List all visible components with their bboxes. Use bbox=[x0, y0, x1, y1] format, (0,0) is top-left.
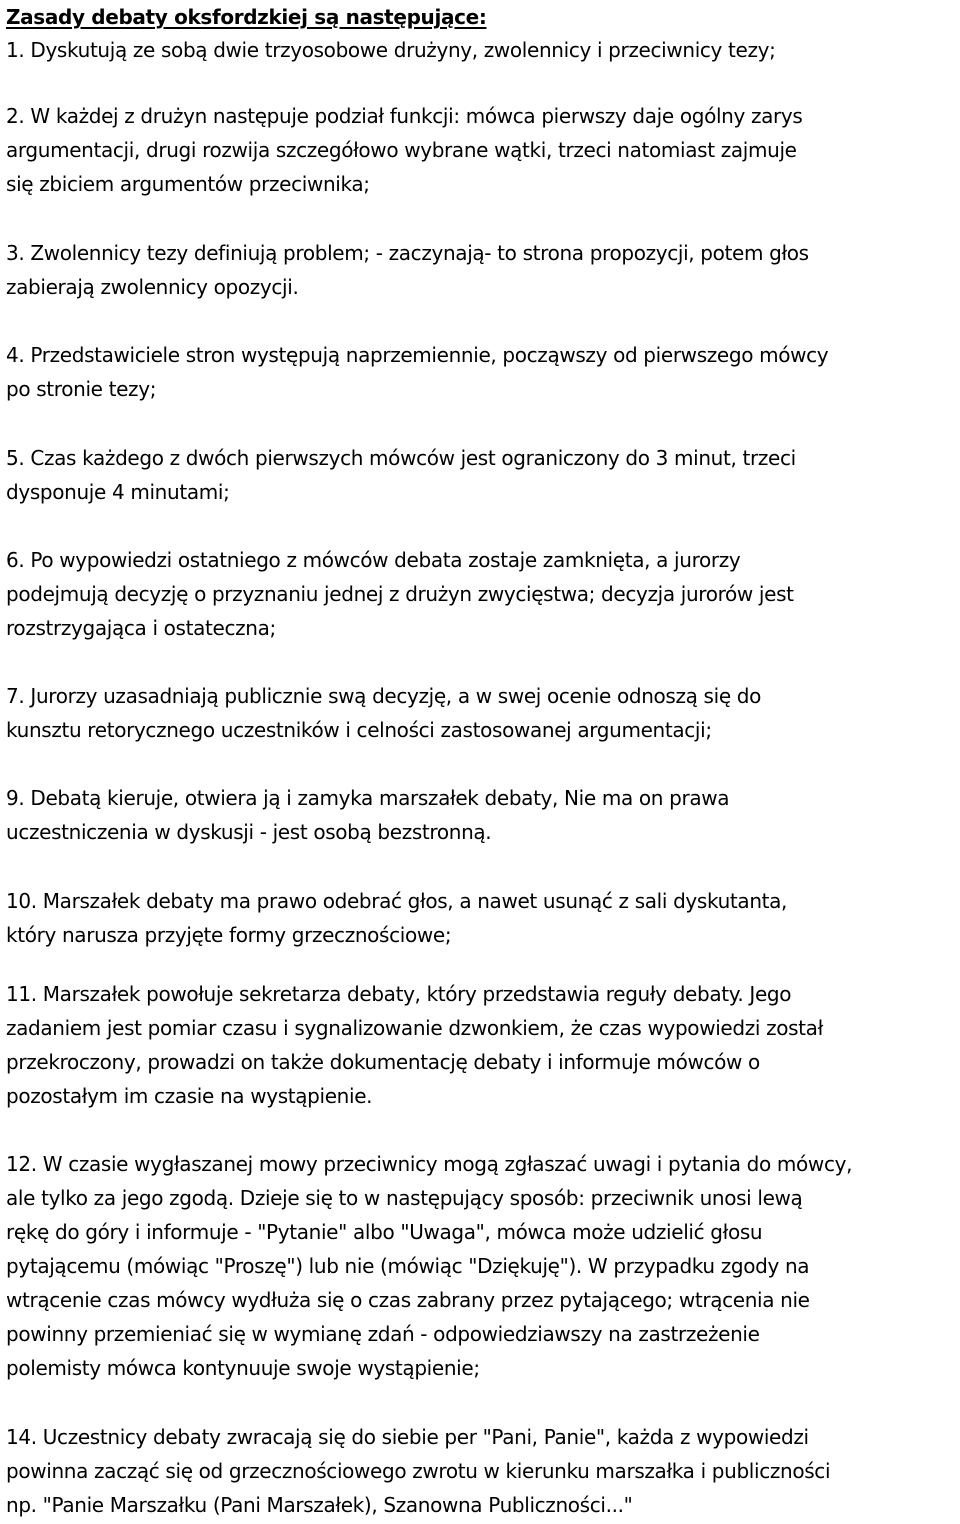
rule-line: 6. Po wypowiedzi ostatniego z mówców debata zostaje zamknięta, a jurorzy bbox=[6, 548, 741, 572]
rule-line: przekroczony, prowadzi on także dokumentację debaty i informuje mówców o bbox=[6, 1050, 760, 1074]
rule-line: 1. Dyskutują ze sobą dwie trzyosobowe drużyny, zwolennicy i przeciwnicy tezy; bbox=[6, 38, 776, 62]
rule-line: podejmują decyzję o przyznaniu jednej z drużyn zwycięstwa; decyzja jurorów jest bbox=[6, 582, 794, 606]
rule-line: 14. Uczestnicy debaty zwracają się do siebie per "Pani, Panie", każda z wypowiedzi bbox=[6, 1425, 809, 1449]
rule-line: powinna zacząć się od grzecznościowego zwrotu w kierunku marszałka i publiczności bbox=[6, 1459, 831, 1483]
rule-line: ale tylko za jego zgodą. Dzieje się to w następujący sposób: przeciwnik unosi lewą bbox=[6, 1186, 803, 1210]
rule-line: 11. Marszałek powołuje sekretarza debaty, który przedstawia reguły debaty. Jego bbox=[6, 982, 792, 1006]
rule-line: zadaniem jest pomiar czasu i sygnalizowanie dzwonkiem, że czas wypowiedzi został bbox=[6, 1016, 823, 1040]
rule-line: 4. Przedstawiciele stron występują naprzemiennie, począwszy od pierwszego mówcy bbox=[6, 343, 829, 367]
rule-line: pytającemu (mówiąc "Proszę") lub nie (mówiąc "Dziękuję"). W przypadku zgody na bbox=[6, 1254, 810, 1278]
rule-line: 12. W czasie wygłaszanej mowy przeciwnicy mogą zgłaszać uwagi i pytania do mówcy, bbox=[6, 1152, 853, 1176]
rule-line: argumentacji, drugi rozwija szczegółowo wybrane wątki, trzeci natomiast zajmuje bbox=[6, 138, 797, 162]
rule-line: 3. Zwolennicy tezy definiują problem; - zaczynają- to strona propozycji, potem głos bbox=[6, 241, 809, 265]
rule-line: powinny przemieniać się w wymianę zdań - odpowiedziawszy na zastrzeżenie bbox=[6, 1322, 760, 1346]
rule-line: kunsztu retorycznego uczestników i celności zastosowanej argumentacji; bbox=[6, 718, 712, 742]
rule-line: 10. Marszałek debaty ma prawo odebrać głos, a nawet usunąć z sali dyskutanta, bbox=[6, 889, 788, 913]
rule-line: 9. Debatą kieruje, otwiera ją i zamyka marszałek debaty, Nie ma on prawa bbox=[6, 786, 730, 810]
rule-line: zabierają zwolennicy opozycji. bbox=[6, 275, 299, 299]
rule-line: dysponuje 4 minutami; bbox=[6, 480, 230, 504]
rule-line: 7. Jurorzy uzasadniają publicznie swą decyzję, a w swej ocenie odnoszą się do bbox=[6, 684, 762, 708]
rule-line: 5. Czas każdego z dwóch pierwszych mówców jest ograniczony do 3 minut, trzeci bbox=[6, 446, 796, 470]
rule-line: rozstrzygająca i ostateczna; bbox=[6, 616, 276, 640]
rule-line: po stronie tezy; bbox=[6, 377, 157, 401]
rule-line: np. "Panie Marszałku (Pani Marszałek), Szanowna Publiczności..." bbox=[6, 1493, 633, 1517]
rule-line: uczestniczenia w dyskusji - jest osobą bezstronną. bbox=[6, 820, 492, 844]
document-heading: Zasady debaty oksfordzkiej są następujące: bbox=[6, 5, 487, 29]
rule-line: wtrącenie czas mówcy wydłuża się o czas zabrany przez pytającego; wtrącenia nie bbox=[6, 1288, 810, 1312]
rule-line: polemisty mówca kontynuuje swoje wystąpienie; bbox=[6, 1356, 480, 1380]
rule-line: 2. W każdej z drużyn następuje podział funkcji: mówca pierwszy daje ogólny zarys bbox=[6, 104, 803, 128]
rule-line: rękę do góry i informuje - "Pytanie" albo "Uwaga", mówca może udzielić głosu bbox=[6, 1220, 763, 1244]
rule-line: się zbiciem argumentów przeciwnika; bbox=[6, 172, 370, 196]
rule-line: pozostałym im czasie na wystąpienie. bbox=[6, 1084, 373, 1108]
rule-line: który narusza przyjęte formy grzecznościowe; bbox=[6, 923, 452, 947]
